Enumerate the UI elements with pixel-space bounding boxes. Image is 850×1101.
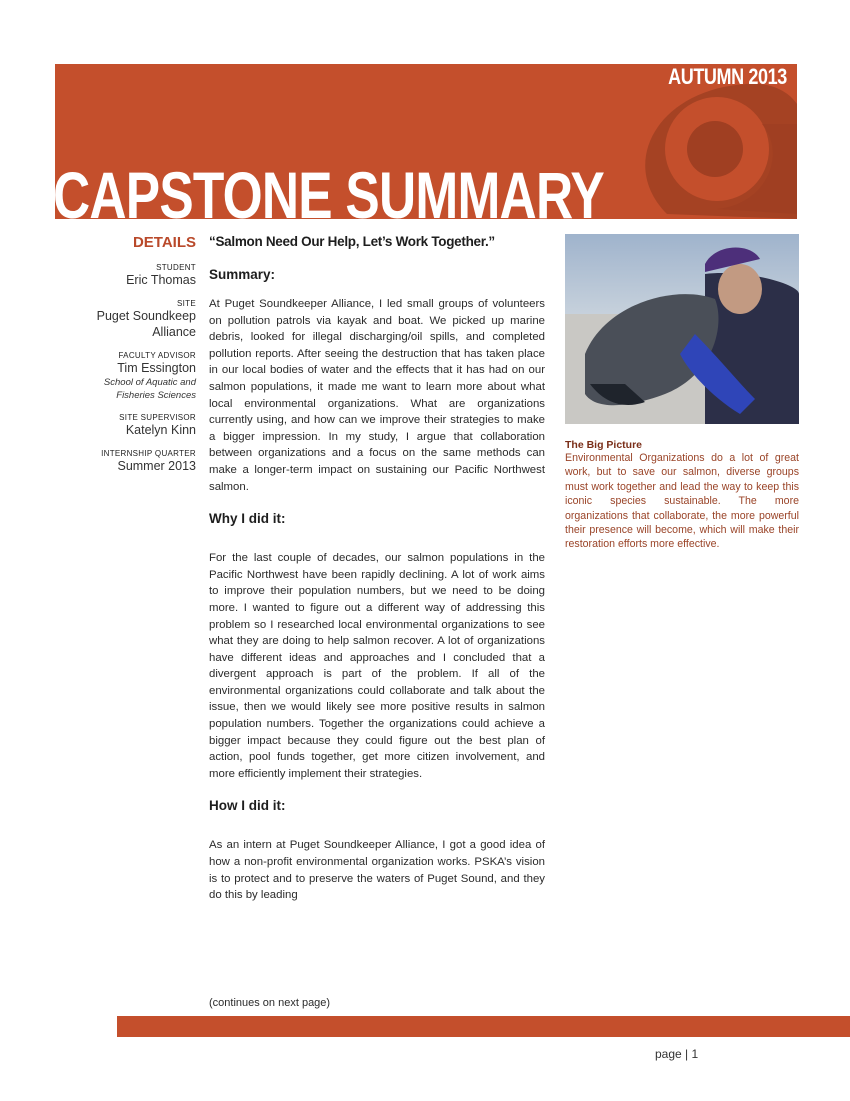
detail-value: Eric Thomas (126, 273, 196, 287)
continues-note: (continues on next page) (209, 997, 331, 1009)
detail-site (60, 299, 196, 340)
detail-label: FACULTY ADVISOR (118, 351, 196, 360)
caption-title: The Big Picture (565, 439, 643, 451)
detail-sub: School of Aquatic and Fisheries Sciences (103, 377, 196, 401)
detail-value: Katelyn Kinn (125, 423, 196, 437)
detail-label: STUDENT (156, 263, 196, 272)
section-text-why: For the last couple of decades, our salmon populations in the Pacific Northwest have been rapidly declining. A lot of work aims to improve their population numbers, but we need to be doing more. I wanted to figure out a different way of addressing this problem so I researched local environmental organizations to see what they are doing to help salmon recover. A lot of organizations have different ideas and approaches and I concluded that a divergent approach is part of the problem. If all of the environmental organizations could collaborate and talk about the issue, then we would likely see more positive results in salmon population numbers. Together the organizations could achieve a bigger impact because they could figure out the best plan of action, pool funds together, get more citizen involvement, and more efficiently implement their strategies. (209, 552, 545, 780)
section-heading-how: How I did it: (209, 798, 286, 814)
detail-label: SITE (177, 299, 196, 308)
detail-value: Tim Essington (117, 361, 196, 375)
section-text-summary: At Puget Soundkeeper Alliance, I led small groups of volunteers on pollution patrols via kayak and boat. We picked up marine debris, looked for illegal discharging/oil spills, and completed pollution reports. After seeing the destruction that has taken place in our local bodies of water and the effects that it has had on our salmon populations, it made me want to learn more about what local environmental organizations. What are organizations currently using, and how can we improve their strategies to make a bigger impression. In my study, I argue that collaboration between organizations and a focus on the same methods can make a longer-term impact on sustaining our Pacific Northwest salmon. (209, 298, 545, 493)
salmon-photo (565, 234, 799, 424)
caption-text: Environmental Organizations do a lot of great work, but to save our salmon, diverse groups must work together and lead the way to keep this iconic species sustainable. The more organizations that collaborate, the more powerful their presence will become, which will make their restoration efforts more effective. (565, 452, 799, 551)
detail-internship-quarter (60, 449, 196, 474)
detail-site-supervisor (60, 413, 196, 438)
issue-season: AUTUMN 2013 (668, 64, 787, 89)
section-heading-summary: Summary: (209, 267, 276, 282)
detail-value: Puget Soundkeep Alliance (96, 309, 196, 339)
page-title: CAPSTONE SUMMARY (53, 158, 604, 232)
footer-band (117, 1016, 850, 1037)
pull-quote: “Salmon Need Our Help, Let’s Work Together.” (209, 234, 495, 249)
detail-label: INTERNSHIP QUARTER (101, 449, 196, 458)
page-number: page | 1 (655, 1047, 699, 1061)
sidebar-title: DETAILS (132, 234, 196, 251)
main-column (209, 234, 545, 920)
detail-value: Summer 2013 (117, 459, 196, 473)
photo-caption (565, 439, 799, 552)
details-sidebar (60, 234, 196, 485)
section-text-how: As an intern at Puget Soundkeeper Alliance, I got a good idea of how a non-profit environmental organization works. PSKA’s vision is to protect and to preserve the waters of Puget Sound, and they do this by leading (209, 839, 545, 902)
detail-student (60, 263, 196, 288)
section-heading-why: Why I did it: (209, 511, 286, 527)
photo-image-icon (565, 234, 799, 424)
detail-faculty-advisor (60, 351, 196, 402)
detail-label: SITE SUPERVISOR (119, 413, 196, 422)
